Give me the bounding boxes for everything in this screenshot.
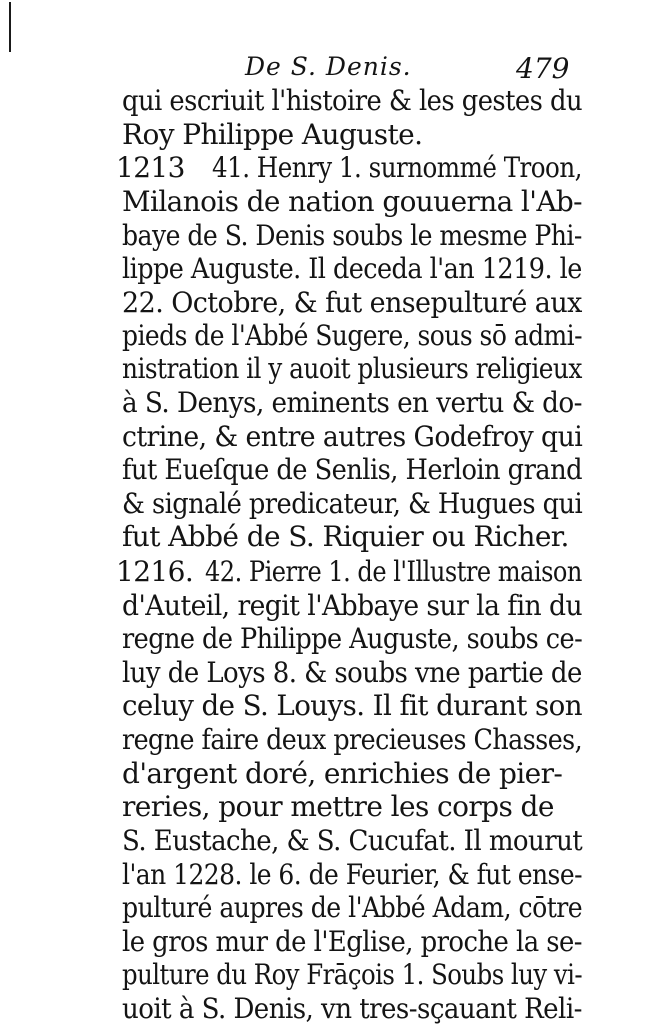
text-line: fut Eueſque de Senlis, Herloin grand [122, 453, 582, 486]
text-line: regne faire deux precieuses Chasses, [122, 723, 583, 756]
text-line: reries, pour mettre les corps de [122, 790, 554, 823]
text-line: luy de Loys 8. & soubs vne partie de [122, 656, 582, 689]
page-edge-rule [9, 2, 11, 52]
text-line: Milanois de nation gouuerna l'Ab- [122, 185, 583, 218]
text-line: qui escriuit l'histoire & les gestes du [122, 84, 583, 117]
year-note: 1216. [116, 555, 194, 588]
text-line: 1216. 42. Pierre 1. de l'Illustre maison [116, 555, 582, 588]
text-line: pulture du Roy Frāçois 1. Soubs luy vi- [122, 958, 583, 991]
text-line: à S. Denys, eminents en vertu & do- [122, 386, 582, 419]
year-note: 1213 [116, 151, 185, 184]
text-line: baye de S. Denis soubs le mesme Phi- [122, 219, 582, 252]
text-line: Roy Philippe Auguste. [122, 118, 423, 151]
text-line: celuy de S. Louys. Il fit durant son [122, 689, 582, 722]
text-line: 1213 41. Henry 1. surnommé Troon, [116, 151, 582, 184]
text-line: lippe Auguste. Il deceda l'an 1219. le [122, 252, 582, 285]
text-line: pieds de l'Abbé Sugere, sous sō admi- [122, 319, 583, 352]
text-line: pulturé aupres de l'Abbé Adam, cōtre [122, 891, 583, 924]
text-line: d'argent doré, enrichies de pier- [122, 757, 563, 790]
text-line: ctrine, & entre autres Godefroy qui [122, 420, 583, 453]
text-line: nistration il y auoit plusieurs religieux [122, 352, 582, 385]
text-line: regne de Philippe Auguste, soubs ce- [122, 622, 583, 655]
text-line: le gros mur de l'Eglise, proche la se- [122, 925, 582, 958]
page-number: 479 [516, 52, 570, 85]
text-line: uoit à S. Denis, vn tres-sçauant Reli- [122, 992, 582, 1025]
text-line: & signalé predicateur, & Hugues qui [122, 487, 583, 520]
text-line: fut Abbé de S. Riquier ou Richer. [122, 520, 569, 553]
text-line: S. Eustache, & S. Cucufat. Il mourut [122, 824, 583, 857]
text-line: l'an 1228. le 6. de Feurier, & fut ense- [122, 858, 582, 891]
text-line: 22. Octobre, & fut ensepulturé aux [122, 286, 582, 319]
running-title: De S. Denis. [245, 52, 412, 81]
text-line: d'Auteil, regit l'Abbaye sur la fin du [122, 589, 583, 622]
